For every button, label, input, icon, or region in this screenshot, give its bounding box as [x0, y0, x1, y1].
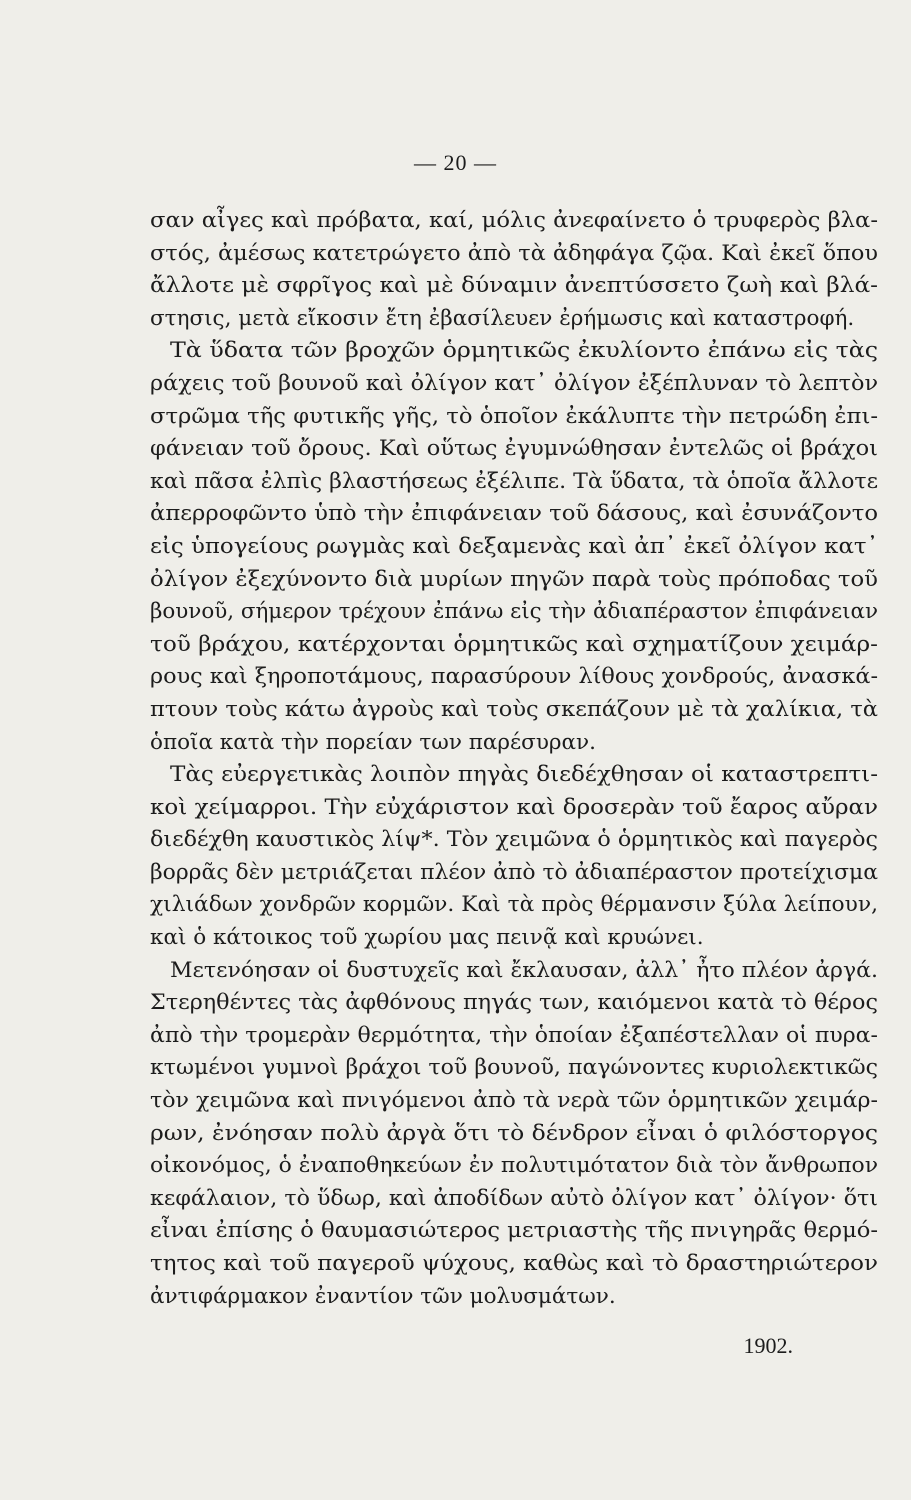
text-line: καὶ ὁ κάτοικος τοῦ χωρίου μας πεινᾷ καὶ κρυώνει. [150, 925, 704, 951]
text-line: στός, ἀμέσως κατετρώγετο ἀπὸ τὰ ἀδηφάγα ζῷα. Καὶ ἐκεῖ ὅπου [150, 240, 879, 266]
text-line: χιλιάδων χονδρῶν κορμῶν. Καὶ τὰ πρὸς θέρμανσιν ξύλα λείπουν, [150, 892, 878, 918]
text-line: στρῶμα τῆς φυτικῆς γῆς, τὸ ὁποῖον ἐκάλυπτε τὴν πετρώδη ἐπι- [150, 403, 879, 429]
text-line: τητος καὶ τοῦ παγεροῦ ψύχους, καθὼς καὶ τὸ δραστηριώτερον [150, 1251, 878, 1276]
text-line: πτουν τοὺς κάτω ἀγροὺς καὶ τοὺς σκεπάζουν μὲ τὰ χαλίκια, τὰ [150, 696, 878, 722]
text-line: εἰς ὑπογείους ρωγμὰς καὶ δεξαμενὰς καὶ ἀπ᾽ ἐκεῖ ὀλίγον κατ᾽ [150, 533, 879, 559]
text-line: Τὰ ὕδατα τῶν βροχῶν ὁρμητικῶς ἐκυλίοντο ἐπάνω εἰς τὰς [170, 338, 879, 364]
text-line: στησις, μετὰ εἴκοσιν ἔτη ἐβασίλευεν ἐρήμωσις καὶ καταστροφή. [150, 305, 855, 331]
page-number: — 20 — [414, 150, 497, 175]
year-mark: 1902. [743, 1333, 793, 1358]
text-line: ρους καὶ ξηροποτάμους, παρασύρουν λίθους χονδρούς, ἀνασκά- [150, 664, 879, 690]
text-line: ἀπὸ τὴν τρομερὰν θερμότητα, τὴν ὁποίαν ἐξαπέστελλαν οἱ πυρα- [150, 1022, 878, 1048]
text-line: οἰκονόμος, ὁ ἐναποθηκεύων ἐν πολυτιμότατον διὰ τὸν ἄνθρωπον [150, 1153, 879, 1179]
text-line: διεδέχθη καυστικὸς λίψ*. Τὸν χειμῶνα ὁ ὁρμητικὸς καὶ παγερὸς [150, 827, 878, 853]
text-line: ἄλλοτε μὲ σφρῖγος καὶ μὲ δύναμιν ἀνεπτύσσετο ζωὴ καὶ βλά- [150, 273, 879, 299]
text-line: τοῦ βράχου, κατέρχονται ὁρμητικῶς καὶ σχηματίζουν χειμάρ- [150, 631, 878, 657]
text-line: ράχεις τοῦ βουνοῦ καὶ ὀλίγον κατ᾽ ὀλίγον ἐξέπλυναν τὸ λεπτὸν [150, 370, 879, 396]
text-line: Στερηθέντες τὰς ἀφθόνους πηγάς των, καιόμενοι κατὰ τὸ θέρος [150, 990, 878, 1016]
text-line: ρων, ἐνόησαν πολὺ ἀργὰ ὅτι τὸ δένδρον εἶναι ὁ φιλόστοργος [150, 1120, 879, 1146]
text-line: κοὶ χείμαρροι. Τὴν εὐχάριστον καὶ δροσερὰν τοῦ ἔαρος αὔραν [150, 794, 879, 820]
text-line: βορρᾶς δὲν μετριάζεται πλέον ἀπὸ τὸ ἀδιαπέραστον προτείχισμα [150, 859, 878, 885]
text-line: φάνειαν τοῦ ὄρους. Καὶ οὕτως ἐγυμνώθησαν ἐντελῶς οἱ βράχοι [150, 436, 878, 462]
text-line: Μετενόησαν οἱ δυστυχεῖς καὶ ἔκλαυσαν, ἀλλ᾽ ἦτο πλέον ἀργά. [170, 957, 878, 983]
text-line: κτωμένοι γυμνοὶ βράχοι τοῦ βουνοῦ, παγώνοντες κυριολεκτικῶς [150, 1055, 879, 1081]
text-line: τὸν χειμῶνα καὶ πνιγόμενοι ἀπὸ τὰ νερὰ τῶν ὁρμητικῶν χειμάρ- [150, 1088, 878, 1114]
text-line: Τὰς εὐεργετικὰς λοιπὸν πηγὰς διεδέχθησαν οἱ καταστρεπτι- [170, 762, 878, 788]
text-line: κεφάλαιον, τὸ ὕδωρ, καὶ ἀποδίδων αὐτὸ ὀλίγον κατ᾽ ὀλίγον· ὅτι [150, 1185, 878, 1211]
text-line: εἶναι ἐπίσης ὁ θαυμασιώτερος μετριαστὴς τῆς πνιγηρᾶς θερμό- [150, 1218, 879, 1244]
text-line: καὶ πᾶσα ἐλπὶς βλαστήσεως ἐξέλιπε. Τὰ ὕδατα, τὰ ὁποῖα ἄλλοτε [150, 468, 879, 494]
text-line: βουνοῦ, σήμερον τρέχουν ἐπάνω εἰς τὴν ἀδιαπέραστον ἐπιφάνειαν [150, 599, 879, 625]
text-line: σαν αἶγες καὶ πρόβατα, καί, μόλις ἀνεφαίνετο ὁ τρυφερὸς βλα- [150, 208, 878, 233]
text-line: ἀντιφάρμακον ἐναντίον τῶν μολυσμάτων. [150, 1283, 616, 1309]
text-line: ὁποῖα κατὰ τὴν πορείαν των παρέσυραν. [150, 729, 596, 755]
text-line: ἀπερροφῶντο ὑπὸ τὴν ἐπιφάνειαν τοῦ δάσους, καὶ ἐσυνάζοντο [150, 501, 879, 527]
body-text [150, 205, 878, 1313]
text-line: ὀλίγον ἐξεχύνοντο διὰ μυρίων πηγῶν παρὰ τοὺς πρόποδας τοῦ [150, 566, 879, 592]
